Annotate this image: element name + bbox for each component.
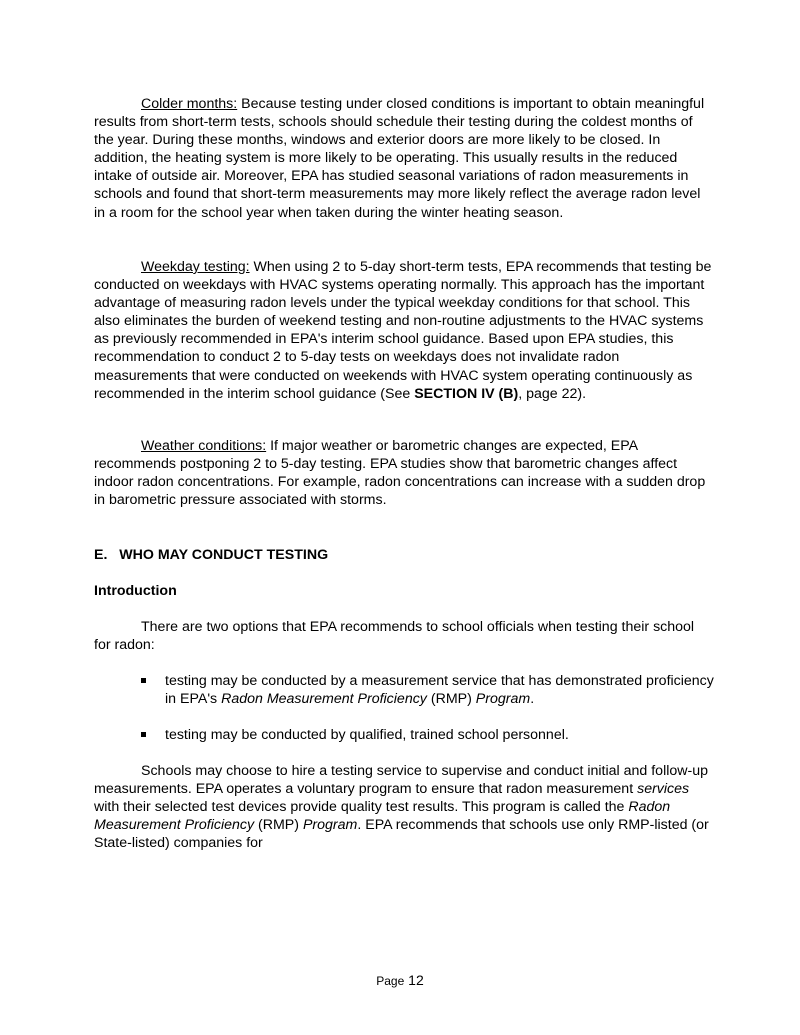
colder-months-lead: Colder months: [141, 96, 238, 112]
list-item: testing may be conducted by qualified, trained school personnel. [94, 726, 714, 744]
subsection-heading: Introduction [94, 583, 177, 599]
paragraph-testing-service: Schools may choose to hire a testing service to supervise and conduct initial and follow-up measurements. EPA operates a voluntary program to ensure that radon measurement services with their selected test devices provide quality test results. This program is called the Radon Measurement Proficiency (RMP) Program. EPA recommends that schools use only RMP-listed (or State-listed) companies for [94, 763, 709, 852]
paragraph-weekday-testing [94, 258, 714, 403]
square-bullet-icon [141, 678, 146, 683]
bullet-list [94, 672, 714, 708]
section-reference: SECTION IV (B) [414, 385, 519, 402]
square-bullet-icon [141, 732, 146, 737]
weekday-testing-tail: , page 22). [518, 385, 587, 402]
weather-conditions-text: If major weather or barometric changes are expected, EPA recommends postponing 2 to 5-day testing. EPA studies show that barometric changes affect indoor radon concentrations. For example, radon concentrations can increase with a sudden drop in barometric pressure associated with storms. [94, 438, 706, 509]
page-footer [0, 971, 800, 990]
page-number: 12 [408, 972, 424, 988]
paragraph-introduction [94, 618, 714, 654]
paragraph-weather-conditions [94, 437, 714, 509]
section-heading: E. WHO MAY CONDUCT TESTING [94, 547, 329, 563]
weekday-testing-text: When using 2 to 5-day short-term tests, EPA recommends that testing be conducted on weekdays with HVAC systems operating normally. This approach has the important advantage of measuring radon levels under the typical weekday conditions for that school. This also eliminates the burden of weekend testing and non-routine adjustments to the HVAC systems as previously recommended in EPA's interim school guidance. Based upon EPA studies, this recommendation to conduct 2 to 5-day tests on weekdays does not invalidate radon measurements that were conducted on weekends with HVAC system operating continuously as recommended in the interim school guidance (See [94, 259, 712, 402]
weekday-testing-lead: Weekday testing: [141, 259, 250, 275]
bullet-list [94, 726, 714, 744]
list-item: testing may be conducted by a measurement service that has demonstrated proficiency in EPA's Radon Measurement Proficiency (RMP) Program. [94, 672, 714, 708]
paragraph-colder-months [94, 95, 714, 222]
weather-conditions-lead: Weather conditions: [141, 438, 267, 454]
colder-months-text: Because testing under closed conditions is important to obtain meaningful results from short-term tests, schools should schedule their testing during the coldest months of the year. During these months, windows and exterior doors are more likely to be closed. In addition, the heating system is more likely to be operating. This usually results in the reduced intake of outside air. Moreover, EPA has studied seasonal variations of radon measurements in schools and found that short-term measurements may more likely reflect the average radon level in a room for the school year when taken during the winter heating season. [94, 96, 705, 221]
introduction-text: There are two options that EPA recommends to school officials when testing their school for radon: [94, 619, 695, 654]
page-label: Page [376, 974, 405, 988]
